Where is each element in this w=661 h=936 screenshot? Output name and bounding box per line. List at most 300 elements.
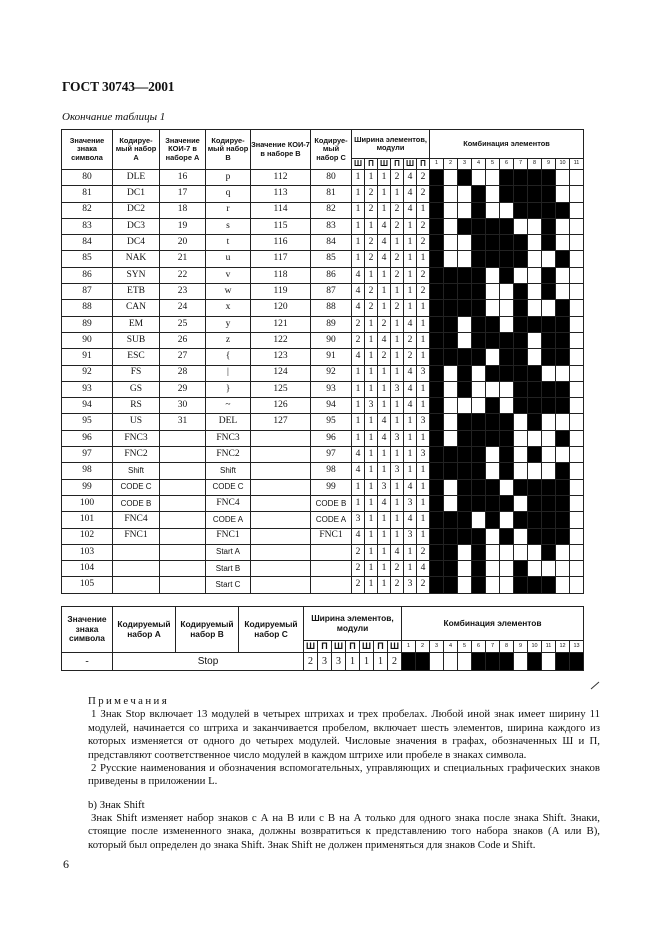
module-space: [500, 284, 514, 300]
module-bar: [458, 495, 472, 511]
module-space: [570, 218, 584, 234]
module-bar: [514, 332, 528, 348]
cell-width: 1: [365, 332, 378, 348]
cell-width: 2: [391, 300, 404, 316]
module-bar: [514, 186, 528, 202]
cell-set-b: CODE C: [206, 479, 251, 495]
cell-width: 1: [352, 251, 365, 267]
cell-width: 1: [378, 186, 391, 202]
cell-set-c: [311, 561, 352, 577]
module-space: [570, 365, 584, 381]
module-bar: [570, 653, 584, 671]
cell-value: 81: [62, 186, 113, 202]
module-bar: [500, 365, 514, 381]
cell-width: 1: [365, 544, 378, 560]
cell-value: 98: [62, 463, 113, 479]
cell-width: 1: [378, 463, 391, 479]
cell-koi-b: 118: [251, 267, 311, 283]
combo-index: 3: [430, 641, 444, 653]
cell-koi-a: 21: [160, 251, 206, 267]
module-bar: [486, 251, 500, 267]
cell-width: 1: [352, 398, 365, 414]
module-bar: [458, 218, 472, 234]
module-space: [528, 300, 542, 316]
cell-width: 3: [318, 653, 332, 671]
combo-index: 4: [444, 641, 458, 653]
cell-set-a: FS: [113, 365, 160, 381]
module-bar: [430, 284, 444, 300]
cell-width: 4: [391, 544, 404, 560]
module-bar: [514, 300, 528, 316]
cell-width: 2: [391, 561, 404, 577]
table-row: [62, 430, 584, 446]
cell-width: 1: [378, 398, 391, 414]
cell-width: 1: [365, 316, 378, 332]
module-space: [528, 267, 542, 283]
cell-width: 1: [378, 447, 391, 463]
module-space: [570, 463, 584, 479]
cell-set-c: 98: [311, 463, 352, 479]
cell-koi-b: [251, 463, 311, 479]
module-bar: [500, 251, 514, 267]
module-space: [444, 170, 458, 186]
cell-koi-a: 24: [160, 300, 206, 316]
table-row: [62, 186, 584, 202]
module-bar: [430, 577, 444, 593]
table-row: [62, 202, 584, 218]
cell-width: 4: [404, 170, 417, 186]
module-space: [528, 284, 542, 300]
cell-koi-b: 113: [251, 186, 311, 202]
cell-width: 1: [365, 447, 378, 463]
module-space: [514, 528, 528, 544]
cell-set-a: EM: [113, 316, 160, 332]
module-bar: [514, 202, 528, 218]
cell-width: 1: [365, 512, 378, 528]
module-space: [556, 365, 570, 381]
cell-set-a: SUB: [113, 332, 160, 348]
module-space: [570, 284, 584, 300]
module-space: [556, 218, 570, 234]
combo-index: 6: [472, 641, 486, 653]
width-label: П: [417, 159, 430, 170]
cell-koi-a: [160, 528, 206, 544]
module-bar: [444, 512, 458, 528]
cell-set-c: FNC1: [311, 528, 352, 544]
module-space: [458, 251, 472, 267]
cell-set-b: x: [206, 300, 251, 316]
module-bar: [542, 170, 556, 186]
cell-koi-b: 122: [251, 332, 311, 348]
table-row: [62, 349, 584, 365]
module-space: [556, 284, 570, 300]
module-space: [472, 381, 486, 397]
col-header-widths: Ширина элементов, модули: [304, 607, 402, 641]
module-bar: [556, 512, 570, 528]
cell-width: 2: [304, 653, 318, 671]
cell-koi-b: [251, 528, 311, 544]
cell-set-a: Shift: [113, 463, 160, 479]
module-bar: [514, 235, 528, 251]
module-bar: [472, 653, 486, 671]
module-space: [486, 528, 500, 544]
module-bar: [458, 300, 472, 316]
table-row: [62, 267, 584, 283]
cell-set-c: 85: [311, 251, 352, 267]
module-bar: [542, 267, 556, 283]
table-row: [62, 170, 584, 186]
cell-value: 90: [62, 332, 113, 348]
cell-width: 2: [352, 577, 365, 593]
module-bar: [514, 561, 528, 577]
module-bar: [472, 463, 486, 479]
module-bar: [472, 316, 486, 332]
cell-width: 1: [404, 284, 417, 300]
cell-width: 1: [352, 235, 365, 251]
module-bar: [430, 479, 444, 495]
cell-set-c: 94: [311, 398, 352, 414]
cell-width: 3: [404, 528, 417, 544]
cell-set-c: 82: [311, 202, 352, 218]
module-bar: [542, 544, 556, 560]
cell-koi-b: 121: [251, 316, 311, 332]
cell-value: 87: [62, 284, 113, 300]
combo-index: 5: [486, 159, 500, 170]
module-bar: [528, 512, 542, 528]
module-bar: [444, 544, 458, 560]
notes-section: [88, 695, 600, 852]
module-space: [528, 463, 542, 479]
module-space: [472, 170, 486, 186]
module-bar: [556, 495, 570, 511]
cell-set-a: FNC3: [113, 430, 160, 446]
cell-width: 1: [378, 300, 391, 316]
cell-set-c: 84: [311, 235, 352, 251]
module-bar: [444, 447, 458, 463]
cell-value: -: [62, 653, 113, 671]
cell-set-c: 95: [311, 414, 352, 430]
module-space: [514, 447, 528, 463]
module-bar: [486, 398, 500, 414]
cell-width: 1: [378, 544, 391, 560]
cell-set-b: FNC2: [206, 447, 251, 463]
cell-width: 3: [404, 495, 417, 511]
module-bar: [556, 349, 570, 365]
cell-set-c: 89: [311, 316, 352, 332]
cell-width: 1: [391, 186, 404, 202]
cell-koi-a: [160, 430, 206, 446]
cell-width: 2: [417, 284, 430, 300]
cell-value: 95: [62, 414, 113, 430]
combo-index: 5: [458, 641, 472, 653]
module-space: [542, 447, 556, 463]
cell-width: 2: [404, 332, 417, 348]
module-bar: [528, 414, 542, 430]
table-row: [62, 561, 584, 577]
module-bar: [430, 463, 444, 479]
module-bar: [444, 463, 458, 479]
module-space: [458, 544, 472, 560]
cell-koi-a: 16: [160, 170, 206, 186]
cell-set-b: p: [206, 170, 251, 186]
cell-set-a: DC1: [113, 186, 160, 202]
cell-width: 1: [365, 577, 378, 593]
module-space: [542, 414, 556, 430]
module-space: [556, 170, 570, 186]
module-space: [486, 300, 500, 316]
module-space: [430, 653, 444, 671]
cell-set-b: FNC1: [206, 528, 251, 544]
cell-width: 1: [391, 332, 404, 348]
cell-value: 104: [62, 561, 113, 577]
module-bar: [528, 495, 542, 511]
module-space: [556, 186, 570, 202]
cell-value: 101: [62, 512, 113, 528]
cell-set-a: DC2: [113, 202, 160, 218]
cell-width: 2: [417, 544, 430, 560]
cell-width: 1: [391, 512, 404, 528]
width-label: Ш: [332, 641, 346, 653]
cell-width: 2: [417, 218, 430, 234]
module-space: [500, 512, 514, 528]
cell-koi-b: 115: [251, 218, 311, 234]
cell-set-a: [113, 544, 160, 560]
module-bar: [430, 218, 444, 234]
module-bar: [472, 251, 486, 267]
module-bar: [444, 284, 458, 300]
module-space: [514, 430, 528, 446]
cell-value: 97: [62, 447, 113, 463]
module-bar: [430, 447, 444, 463]
col-header-set-a: Кодируе-мый набор А: [113, 130, 160, 170]
width-label: П: [391, 159, 404, 170]
module-space: [570, 349, 584, 365]
cell-width: 1: [365, 349, 378, 365]
width-label: Ш: [304, 641, 318, 653]
cell-koi-a: 30: [160, 398, 206, 414]
combo-index: 3: [458, 159, 472, 170]
module-bar: [528, 202, 542, 218]
cell-set-a: ESC: [113, 349, 160, 365]
cell-koi-a: [160, 447, 206, 463]
module-space: [444, 235, 458, 251]
cell-width: 1: [352, 202, 365, 218]
table-row: [62, 577, 584, 593]
module-bar: [472, 430, 486, 446]
pen-mark-icon: [590, 680, 600, 690]
table-row: [62, 284, 584, 300]
cell-koi-a: 22: [160, 267, 206, 283]
cell-set-c: 83: [311, 218, 352, 234]
module-space: [528, 332, 542, 348]
module-bar: [556, 479, 570, 495]
module-space: [556, 235, 570, 251]
cell-width: 2: [391, 218, 404, 234]
cell-width: 1: [378, 512, 391, 528]
module-bar: [542, 349, 556, 365]
cell-set-b: t: [206, 235, 251, 251]
module-bar: [472, 577, 486, 593]
module-bar: [514, 577, 528, 593]
cell-koi-a: 27: [160, 349, 206, 365]
cell-koi-a: 18: [160, 202, 206, 218]
module-space: [486, 202, 500, 218]
module-space: [570, 544, 584, 560]
width-label: Ш: [352, 159, 365, 170]
combo-index: 8: [528, 159, 542, 170]
notes-title: Примечания: [88, 695, 170, 707]
cell-value: 80: [62, 170, 113, 186]
module-bar: [514, 512, 528, 528]
combo-index: 11: [570, 159, 584, 170]
module-bar: [458, 170, 472, 186]
cell-width: 1: [352, 170, 365, 186]
col-header-combination: Комбинация элементов: [402, 607, 584, 641]
module-space: [514, 463, 528, 479]
module-bar: [472, 300, 486, 316]
cell-width: 1: [417, 251, 430, 267]
module-bar: [556, 528, 570, 544]
module-bar: [556, 316, 570, 332]
cell-koi-a: [160, 544, 206, 560]
module-space: [556, 267, 570, 283]
cell-width: 1: [417, 300, 430, 316]
module-bar: [542, 577, 556, 593]
note-2: 2 Русские наименования и обозначения вспомогательных, управляющих и специальных графических знаков приведены в приложении L.: [88, 761, 600, 788]
cell-width: 1: [365, 561, 378, 577]
cell-koi-b: 123: [251, 349, 311, 365]
module-space: [500, 398, 514, 414]
cell-width: 4: [404, 316, 417, 332]
module-bar: [458, 512, 472, 528]
module-space: [570, 561, 584, 577]
width-label: П: [346, 641, 360, 653]
module-space: [500, 300, 514, 316]
cell-width: 2: [365, 186, 378, 202]
cell-width: 4: [352, 284, 365, 300]
module-space: [514, 218, 528, 234]
module-bar: [528, 186, 542, 202]
module-bar: [500, 653, 514, 671]
cell-width: 1: [417, 202, 430, 218]
module-bar: [444, 561, 458, 577]
module-bar: [556, 398, 570, 414]
cell-width: 2: [417, 170, 430, 186]
module-space: [528, 561, 542, 577]
cell-width: 4: [378, 218, 391, 234]
module-bar: [458, 349, 472, 365]
module-space: [486, 463, 500, 479]
module-bar: [486, 365, 500, 381]
cell-width: 1: [365, 218, 378, 234]
cell-koi-a: [160, 479, 206, 495]
col-header-koi-b: Значение КОИ-7 в наборе В: [251, 130, 311, 170]
module-space: [514, 653, 528, 671]
cell-value: 85: [62, 251, 113, 267]
cell-width: 1: [352, 218, 365, 234]
module-bar: [430, 561, 444, 577]
module-bar: [500, 235, 514, 251]
cell-koi-b: [251, 447, 311, 463]
module-space: [444, 430, 458, 446]
module-space: [570, 235, 584, 251]
module-bar: [528, 447, 542, 463]
cell-width: 4: [404, 381, 417, 397]
module-bar: [430, 512, 444, 528]
cell-width: 1: [417, 463, 430, 479]
module-bar: [486, 479, 500, 495]
col-header-koi-a: Значение КОИ-7 в наборе А: [160, 130, 206, 170]
module-bar: [500, 414, 514, 430]
module-space: [570, 430, 584, 446]
module-bar: [542, 218, 556, 234]
combo-index: 1: [402, 641, 416, 653]
cell-koi-a: 20: [160, 235, 206, 251]
cell-width: 1: [378, 528, 391, 544]
module-bar: [486, 414, 500, 430]
cell-width: 3: [378, 479, 391, 495]
module-space: [444, 365, 458, 381]
module-bar: [458, 528, 472, 544]
module-bar: [430, 381, 444, 397]
module-bar: [458, 267, 472, 283]
cell-koi-a: 31: [160, 414, 206, 430]
cell-set-a: DC3: [113, 218, 160, 234]
cell-set-c: 88: [311, 300, 352, 316]
module-space: [472, 365, 486, 381]
cell-width: 1: [365, 170, 378, 186]
table-row: [62, 653, 584, 671]
cell-set-b: Shift: [206, 463, 251, 479]
table-row: [62, 332, 584, 348]
module-bar: [472, 202, 486, 218]
module-space: [570, 577, 584, 593]
module-bar: [472, 447, 486, 463]
table-row: [62, 544, 584, 560]
cell-koi-b: 124: [251, 365, 311, 381]
table-caption: Окончание таблицы 1: [62, 111, 166, 123]
module-space: [570, 528, 584, 544]
cell-width: 3: [391, 381, 404, 397]
cell-koi-b: 114: [251, 202, 311, 218]
module-bar: [542, 235, 556, 251]
cell-width: 1: [365, 365, 378, 381]
cell-width: 2: [365, 251, 378, 267]
module-bar: [472, 544, 486, 560]
module-space: [570, 479, 584, 495]
table-row: [62, 218, 584, 234]
cell-koi-b: 127: [251, 414, 311, 430]
module-bar: [500, 186, 514, 202]
module-bar: [444, 577, 458, 593]
cell-set-a: FNC1: [113, 528, 160, 544]
cell-set-a: FNC2: [113, 447, 160, 463]
cell-width: 1: [391, 495, 404, 511]
module-bar: [430, 544, 444, 560]
cell-width: 2: [352, 561, 365, 577]
cell-width: 1: [417, 430, 430, 446]
cell-koi-b: [251, 561, 311, 577]
module-bar: [500, 430, 514, 446]
cell-width: 1: [404, 544, 417, 560]
cell-set-b: Start C: [206, 577, 251, 593]
cell-width: 1: [391, 414, 404, 430]
cell-koi-a: 19: [160, 218, 206, 234]
module-bar: [472, 267, 486, 283]
combo-index: 9: [542, 159, 556, 170]
cell-set-b: r: [206, 202, 251, 218]
cell-width: 2: [352, 544, 365, 560]
